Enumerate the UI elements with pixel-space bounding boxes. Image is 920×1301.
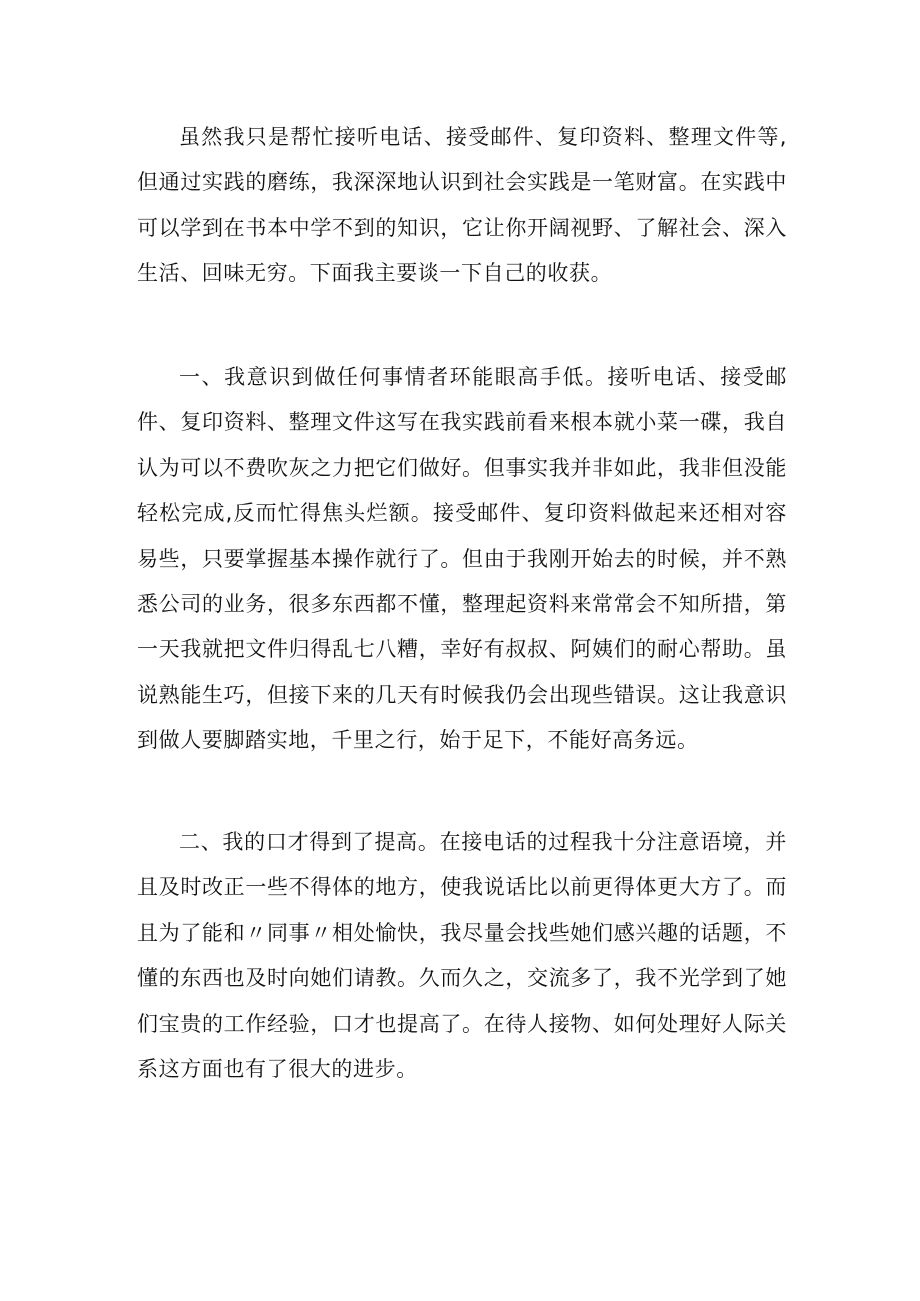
paragraph-point-one: 一、我意识到做任何事情者环能眼高手低。接听电话、接受邮件、复印资料、整理文件这写在我实践前看来根本就小菜一碟，我自认为可以不费吹灰之力把它们做好。但事实我并非如此，我非但没能轻松完成,反而忙得焦头烂额。接受邮件、复印资料做起来还相对容易些，只要掌握基本操作就行了。但由于我刚开始去的时候，并不熟悉公司的业务，很多东西都不懂，整理起资料来常常会不知所措，第一天我就把文件归得乱七八糟，幸好有叔叔、阿姨们的耐心帮助。虽说熟能生巧，但接下来的几天有时候我仍会出现些错误。这让我意识到做人要脚踏实地，千里之行，始于足下，不能好高务远。 <box>137 365 787 753</box>
paragraph-intro: 虽然我只是帮忙接听电话、接受邮件、复印资料、整理文件等,但通过实践的磨练，我深深地认识到社会实践是一笔财富。在实践中可以学到在书本中学不到的知识，它让你开阔视野、了解社会、深入生活、回味无穷。下面我主要谈一下自己的收获。 <box>137 125 787 286</box>
paragraph-point-two: 二、我的口才得到了提高。在接电话的过程我十分注意语境，并且及时改正一些不得体的地方，使我说话比以前更得体更大方了。而且为了能和〃同事〃相处愉快，我尽量会找些她们感兴趣的话题，不懂的东西也及时向她们请教。久而久之，交流多了，我不光学到了她们宝贵的工作经验，口才也提高了。在待人接物、如何处理好人际关系这方面也有了很大的进步。 <box>137 830 787 1082</box>
